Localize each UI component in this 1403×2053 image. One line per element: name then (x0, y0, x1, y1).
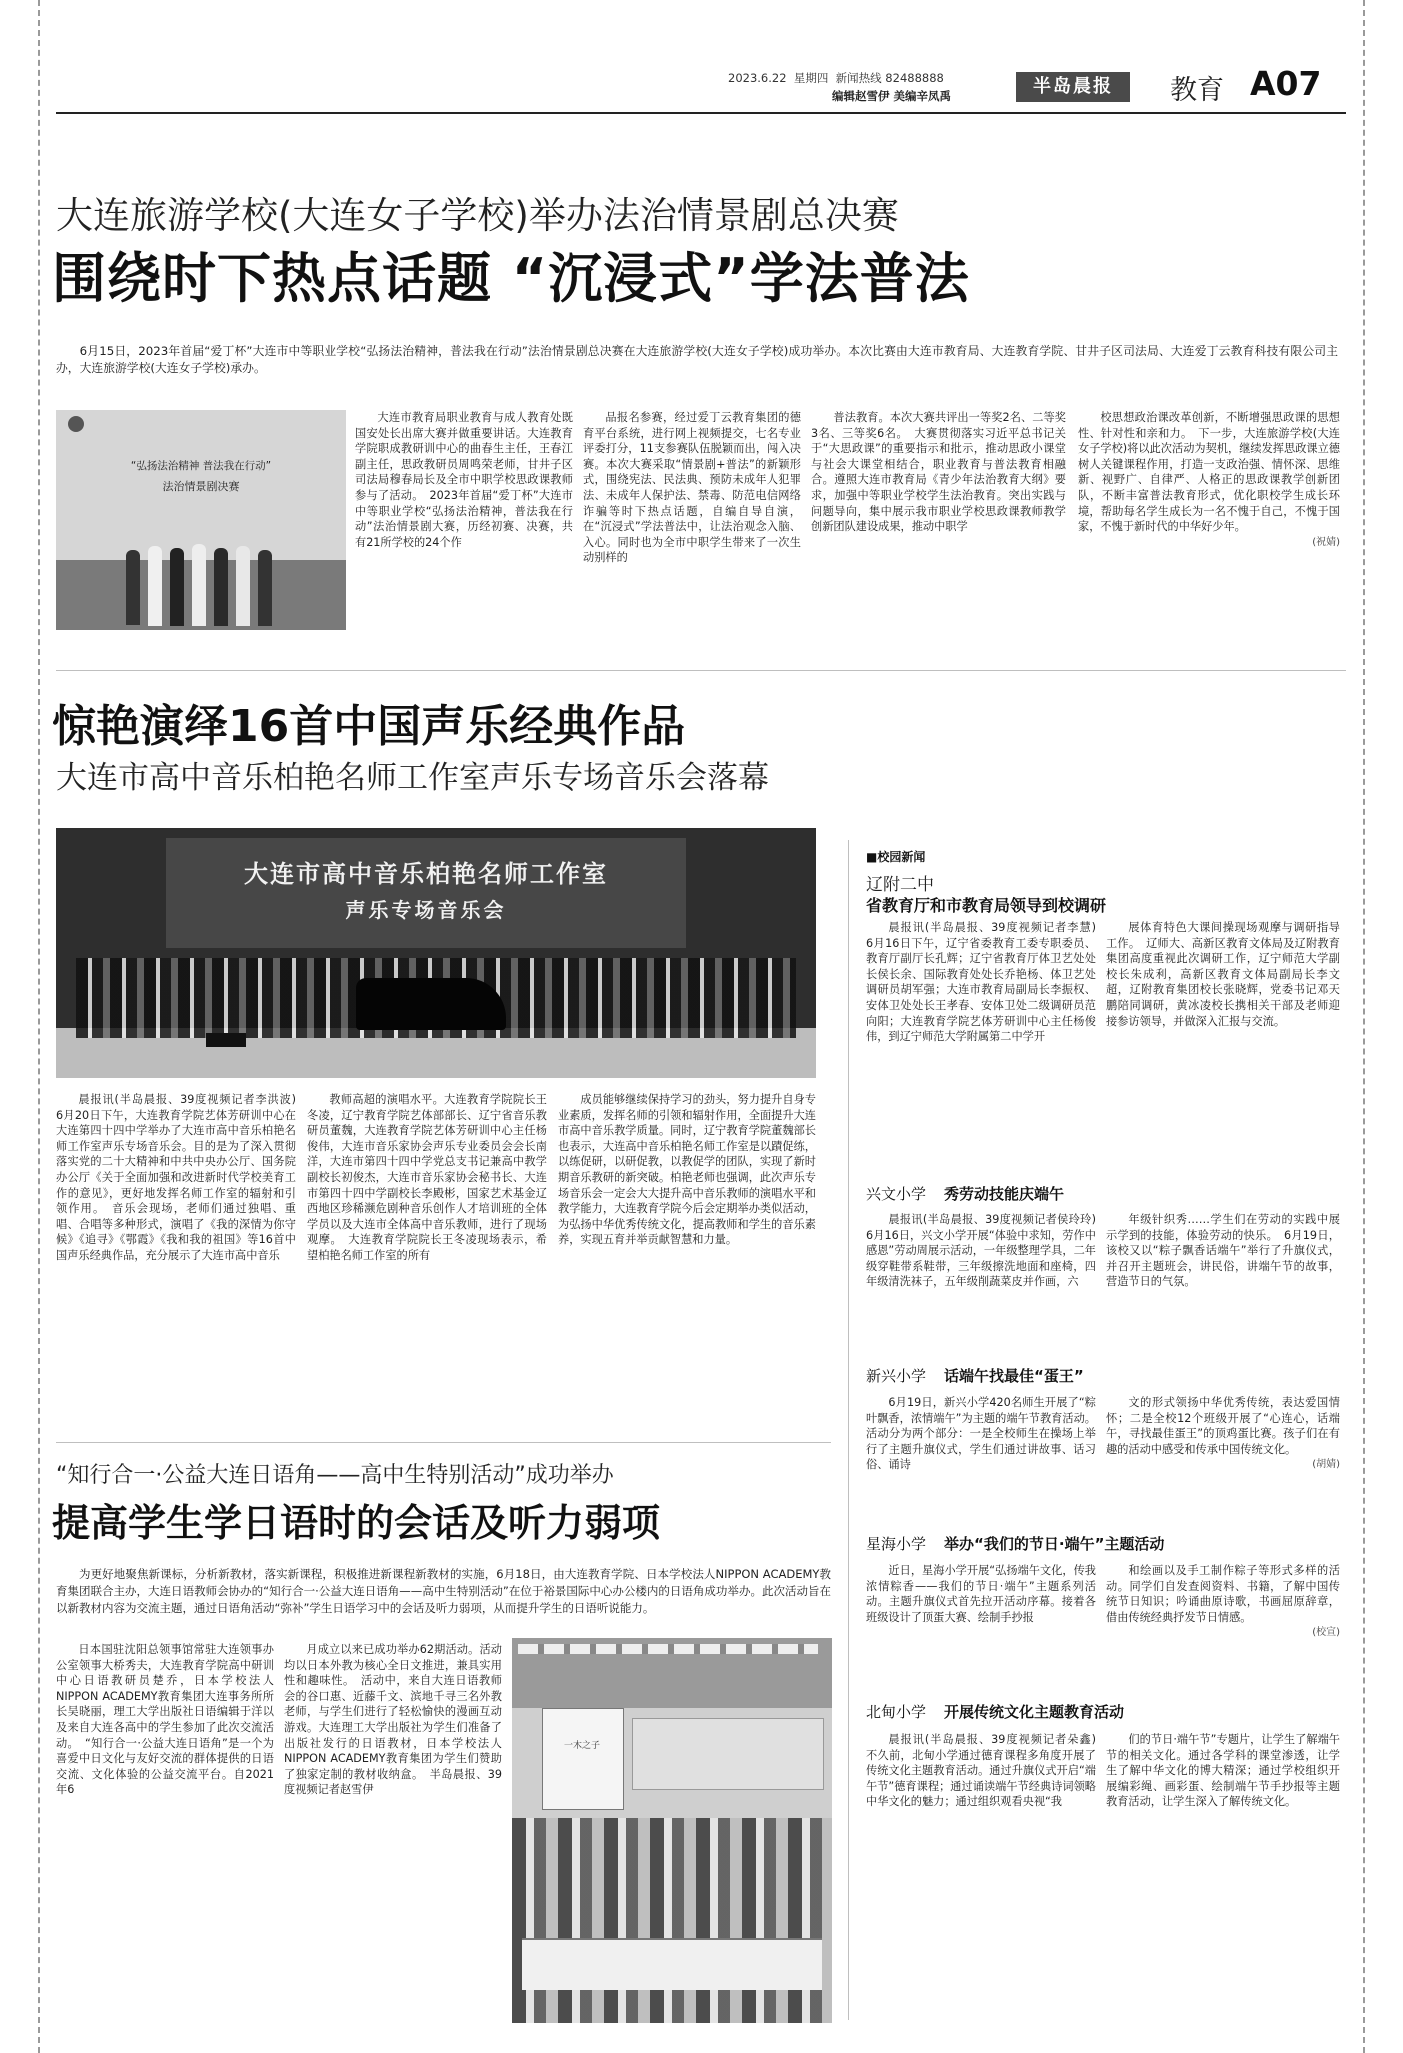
story2-subhead: 大连市高中音乐柏艳名师工作室声乐专场音乐会落幕 (56, 760, 769, 796)
story2-column-1: 晨报讯(半岛晨报、39度视频记者李洪波) 6月20日下午，大连教育学院艺体芳研训中心在大连第四十四中学举办了大连市高中音乐柏艳名师工作室声乐专场音乐会。目的是为了深入贯彻落实党的二十大精神和中共中央办公厅、国务院办公厅《关于全面加强和改进新时代学校美育工作的意见》，更好地发挥名师工作室的辐射和引领作用。 音乐会现场，老师们通过独唱、重唱、合唱等多种形式，演唱了《我的深情为你守候》《追寻》《鄂霞》《我和我的祖国》等16首中国声乐经典作品，充分展示了大连市高中音乐 (56, 1093, 308, 1262)
campus-news-tag: ■校园新闻 (866, 850, 926, 864)
campus-s3-credit: (胡婧) (1312, 1459, 1340, 1471)
campus-s3-column-1: 6月19日，新兴小学420名师生开展了“粽叶飘香，浓情端午”为主题的端午节教育活动。活动分为两个部分：一是全校师生在操场上举行了主题升旗仪式，学生们通过讲故事、话习俗、诵诗 (866, 1396, 1096, 1472)
campus-s2-column-1: 晨报讯(半岛晨报、39度视频记者侯玲玲) 6月16日，兴文小学开展“体验中求知，劳作中感恩”劳动周展示活动，一年级整理学具，二年级穿鞋带系鞋带，三年级擦洗地面和座椅，四年级清洗袜子，五年级削蔬菜皮并作画，六 (866, 1213, 1108, 1289)
campus-s4-column-1: 近日，星海小学开展“弘扬端午文化，传我浓情粽香——我们的节日·端午”主题系列活动。主题升旗仪式首先拉开活动序幕。接着各班级设计了顶蛋大赛、绘制手抄报 (866, 1564, 1096, 1624)
photo-banner-line2: 法治情景剧决赛 (162, 480, 240, 493)
story2-column-3: 成员能够继续保持学习的劲头，努力提升自身专业素质，发挥名师的引领和辐射作用，全面提升大连市高中音乐教学质量。同时，辽宁教育学院董魏部长也表示，大连高中音乐柏艳名师工作室是以蹟促练，以练促研，以研促教，以教促学的团队，实现了新时期音乐教研的新突破。柏艳老师也强调，此次声乐专场音乐会一定会大大提升高中音乐教师的演唱水平和教学能力，大连教育学院今后会定期举办类似活动，为弘扬中华优秀传统文化，提高教师和学生的音乐素养，实现五育并举贡献智慧和力量。 (558, 1093, 816, 1247)
award-group (116, 540, 286, 630)
campus-s3-title: 话端午找最佳“蛋王” (944, 1367, 1084, 1385)
campus-s2-heading (866, 1183, 1064, 1204)
campus-s3-school: 新兴小学 (866, 1367, 927, 1385)
campus-s3-column-2: 文的形式领扬中华优秀传统，表达爱国情怀；二是全校12个班级开展了“心连心，话端午，寻找最佳蛋王”的顶鸡蛋比赛。孩子们在有趣的活动中感受和传承中国传统文化。 (胡婧) (1106, 1395, 1340, 1473)
story1-headline: 围绕时下热点话题 “沉浸式”学法普法 (52, 247, 970, 310)
campus-s5-title: 开展传统文化主题教育活动 (944, 1703, 1125, 1721)
story3-lead: 为更好地聚焦新课标，分析新教材，落实新课程，积极推进新课程新教材的实施，6月18日，由大连教育学院、日本学校法人NIPPON ACADEMY教育集团联合主办，大连日语教师会协办的“知行合一·公益大连日语角——高中生特别活动”在位于裕景国际中心办公楼内的日语角成功举办。此次活动旨在以新教材内容为交流主题，通过日语角活动“弥补”学生日语学习中的会话及听力弱项，从而提升学生的日语听说能力。 (56, 1567, 831, 1615)
story3-divider (56, 1442, 831, 1443)
screen-title: 大连市高中音乐柏艳名师工作室 (244, 860, 608, 888)
fold-line-right (1363, 0, 1365, 2053)
campus-s1-title: 省教育厅和市教育局领导到校调研 (866, 896, 1107, 915)
students (512, 1818, 832, 2023)
fold-line-left (38, 0, 40, 2053)
story2-concert-photo (56, 828, 816, 1078)
paper-logo: 半岛晨报 (1016, 72, 1130, 102)
campus-s2-column-2: 年级针织秀……学生们在劳动的实践中展示学到的技能，体验劳动的快乐。 6月19日，该校又以“粽子飘香话端午”举行了升旗仪式，并召开主题班会，讲民俗，讲端午节的故事，营造节日的气氛。 (1106, 1213, 1340, 1289)
screen-subtitle: 声乐专场音乐会 (345, 898, 507, 922)
campus-s1-column-1: 晨报讯(半岛晨报、39度视频记者李慧) 6月16日下午，辽宁省委教育工委专职委员、教育厅副厅长孔辉；辽宁省教育厅体卫艺处处长侯长余、国际教育处处长乔艳杨、体卫艺处调研员胡军强；大连市教育局副局长李振权、安体卫处处长王孝春、安体卫处二级调研员范向阳；大连教育学院艺体芳研训中心主任杨俊伟，到辽宁师范大学附属第二中学开 (866, 921, 1108, 1044)
story1-column-2: 品报名参赛，经过爱丁云教育集团的德育平台系统，进行网上视频提交，七名专业评委打分，11支参赛队伍脱颖而出，闯入决赛。本次大赛采取“情景剧+普法”的新颖形式，围绕宪法、民法典、预防未成年人犯罪法、未成年人保护法、禁毒、防范电信网络诈骗等时下热点话题，自编自导自演，在“沉浸式”学法普法中，让法治观念入脑、入心。同时也为全市中职学生带来了一次生动别样的 (583, 411, 801, 565)
campus-s4-school: 星海小学 (866, 1535, 927, 1553)
campus-s5-school: 北甸小学 (866, 1703, 927, 1721)
story3-headline: 提高学生学日语时的会话及听力弱项 (52, 1501, 661, 1545)
campus-column-rule (848, 840, 849, 2020)
header-hotline: 新闻热线 82488888 (835, 71, 944, 85)
campus-s4-credit: (校宣) (1312, 1627, 1340, 1639)
page-number: A07 (1250, 64, 1322, 103)
header-rule (56, 112, 1346, 114)
story3-column-1: 日本国驻沈阳总领事馆常驻大连领事办公室领事大桥秀夫，大连教育学院高中研训中心日语教研员楚乔，日本学校法人NIPPON ACADEMY教育集团大连事务所所长吴晓丽，理工大学出版社日语编辑于洋以及来自大连各高中的学生参加了此次交流活动。 “知行合一·公益大连日语角”是一个为喜爱中日文化与友好交流的群体提供的日语交流、文化体验的公益交流平台。自2021年6 (56, 1643, 274, 1797)
campus-s1-column-2: 展体育特色大课间操现场观摩与调研指导工作。 辽师大、高新区教育文体局及辽附教育集团高度重视此次调研工作，辽宁师范大学副校长朱成利，高新区教育文体局副局长李文超，辽附教育集团校长张晓辉，党委书记邓天鹏陪同调研，黄冰凌校长携相关干部及老师迎接参访领导，并做深入汇报与交流。 (1106, 921, 1340, 1028)
campus-s1-school: 辽附二中 (866, 875, 934, 895)
stage-speaker (206, 1033, 246, 1047)
campus-s3-heading (866, 1365, 1084, 1386)
story3-classroom-photo (512, 1638, 832, 2023)
wall-poster-text: 一木之子 (563, 1741, 600, 1751)
story1-credit: (祝婧) (1312, 536, 1340, 548)
header-meta (728, 70, 968, 86)
story1-lead: 6月15日，2023年首届“爱丁杯”大连市中等职业学校“弘扬法治精神，普法我在行动”法治情景剧总决赛在大连旅游学校(大连女子学校)成功举办。本次比赛由大连市教育局、大连教育学院、甘井子区司法局、大连爱丁云教育科技有限公司主办，大连旅游学校(大连女子学校)承办。 (56, 344, 1338, 375)
campus-s2-title: 秀劳动技能庆端午 (944, 1185, 1065, 1203)
story1-divider (56, 670, 1346, 671)
section-name: 教育 (1170, 75, 1224, 106)
header-date: 2023.6.22 (728, 71, 787, 85)
header-editors: 编辑赵雪伊 美编辛凤禹 (832, 89, 952, 103)
campus-s5-heading (866, 1701, 1124, 1722)
school-emblem-icon (68, 416, 84, 432)
header-weekday: 星期四 (793, 71, 829, 85)
desks (522, 1938, 822, 1990)
photo-banner-line1: “弘扬法治精神 普法我在行动” (130, 460, 272, 472)
story3-column-2: 月成立以来已成功举办62期活动。活动均以日本外教为核心全日文推进，兼具实用性和趣味性。 活动中，来自大连日语教师会的谷口惠、近藤千文、滨地千寻三名外教老师，与学生们进行了轻松愉快的漫画互动游戏。大连理工大学出版社为学生们准备了出版社发行的日语教材，日本学校法人NIPPON ACADEMY教育集团为学生们赞助了独家定制的教材收纳盒。 半岛晨报、39度视频记者赵雪伊 (284, 1643, 502, 1797)
campus-s4-heading (866, 1533, 1164, 1554)
story1-photo (56, 410, 346, 630)
story1-column-3: 普法教育。本次大赛共评出一等奖2名、二等奖3名、三等奖6名。 大赛贯彻落实习近平总书记关于“大思政课”的重要指示和批示，推动思政小课堂与社会大课堂相结合，职业教育与普法教育相融合。遵照大连市教育局《青少年法治教育大纲》要求，加强中等职业学校学生法治教育。突出实践与问题导向，集中展示我市职业学校思政课教师教学创新团队建设成果，推动中职学 (811, 411, 1066, 534)
campus-s4-column-2: 和绘画以及手工制作粽子等形式多样的活动。同学们自发查阅资料、书籍，了解中国传统节日知识；吟诵曲原诗歌，书画屈原辞章，借由传统经典抒发节日情感。 (校宣) (1106, 1563, 1340, 1641)
story1-column-1: 大连市教育局职业教育与成人教育处既国安处长出席大赛并做重要讲话。大连教育学院职成教研训中心的曲春生主任，王春江副主任，思政教研员周鸣荣老师，甘井子区司法局穆春局长及全市中职学校思政课教师参与了活动。 2023年首届“爱丁杯”大连市中等职业学校“弘扬法治精神，普法我在行动”法治情景剧大赛，历经初赛、决赛，共有21所学校的24个作 (355, 411, 573, 549)
wall-poster (542, 1708, 624, 1810)
grand-piano (356, 978, 506, 1030)
whiteboard (632, 1718, 824, 1790)
campus-s5-column-1: 晨报讯(半岛晨报、39度视频记者朵鑫) 不久前，北甸小学通过德育课程多角度开展了传统文化主题教育活动。通过升旗仪式开启“端午节”德育课程；通过诵读端午节经典诗词领略中华文化的魅力；通过组织观看央视“我 (866, 1733, 1108, 1809)
story3-kicker: “知行合一·公益大连日语角——高中生特别活动”成功举办 (56, 1463, 614, 1488)
story2-headline: 惊艳演绎16首中国声乐经典作品 (52, 701, 686, 752)
story2-column-2: 教师高超的演唱水平。大连教育学院院长王冬凌，辽宁教育学院艺体部部长、辽宁省音乐教研员董魏，大连教育学院艺体芳研训中心主任杨俊伟，大连市音乐家协会声乐专业委员会会长南洋，大连市第四十四中学党总支书记兼高中教学副校长初俊杰，大连市音乐家协会秘书长、大连市第四十四中学副校长李殿彬，国家艺术基金辽西地区珍稀濒危剧种音乐创作人才培训班的全体学员以及大连市全体高中音乐教师，进行了现场观摩。 大连教育学院院长王冬凌现场表示，希望柏艳名师工作室的所有 (307, 1093, 547, 1262)
campus-s4-title: 举办“我们的节日·端午”主题活动 (944, 1535, 1165, 1553)
story1-kicker: 大连旅游学校(大连女子学校)举办法治情景剧总决赛 (56, 194, 899, 237)
campus-s5-column-2: 们的节日·端午节”专题片，让学生了解端午节的相关文化。通过各学科的课堂渗透，让学生了解中华文化的博大精深；通过学校组织开展编彩绳、画彩蛋、绘制端午节手抄报等主题教育活动，让学生深入了解传统文化。 (1106, 1733, 1340, 1809)
campus-s2-school: 兴文小学 (866, 1185, 927, 1203)
story1-column-4: 校思想政治课改革创新，不断增强思政课的思想性、针对性和亲和力。 下一步，大连旅游学校(大连女子学校)将以此次活动为契机，继续发挥思政课立德树人关键课程作用，打造一支政治强、情怀深、思维新、视野广、自律严、人格正的思政课教学创新团队，不断丰富普法教育形式，优化职校学生成长环境，帮助每名学生成长为一名不愧于自己，不愧于国家，不愧于新时代的中华好少年。 (祝婧) (1078, 410, 1340, 550)
ceiling-lights (518, 1644, 818, 1654)
